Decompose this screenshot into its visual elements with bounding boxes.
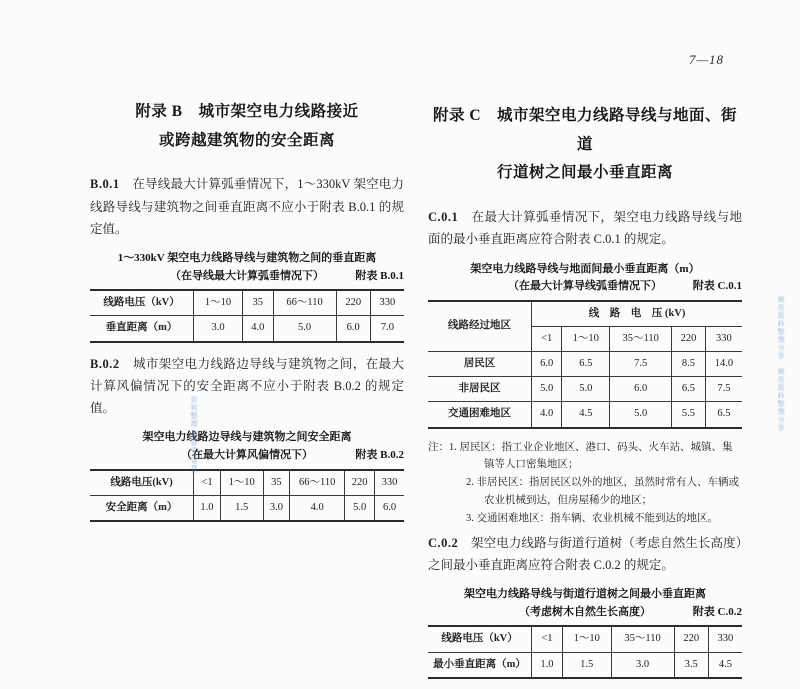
- section-b02-paragraph: [90, 353, 404, 420]
- section-c01-label: C.0.1: [428, 210, 459, 225]
- table-value-cell: 3.0: [611, 652, 674, 678]
- section-b02-text: 城市架空电力线路边导线与建筑物之间，在最大计算风偏情况下的安全距离不应小于附表 B.0.2 的规定值。: [90, 356, 404, 416]
- row-label-cell: 交通困难地区: [428, 402, 532, 428]
- row-label-cell: 最小垂直距离（m）: [428, 652, 532, 678]
- table-c01-notes: [428, 439, 742, 528]
- table-value-cell: 1.0: [532, 652, 563, 678]
- table-value-cell: 5.0: [610, 402, 672, 428]
- table-value-cell: 1.5: [562, 652, 611, 678]
- table-value-cell: 3.0: [263, 495, 290, 521]
- row-label-cell: 垂直距离（m）: [90, 316, 194, 342]
- table-value-cell: 1～10: [194, 290, 243, 316]
- table-value-cell: 7.5: [705, 377, 742, 402]
- note-item-3: 3. 交通困难地区：指车辆、农业机械不能到达的地区。: [466, 512, 718, 524]
- table-value-cell: 4.5: [562, 402, 610, 428]
- table-value-cell: 5.5: [672, 402, 706, 428]
- table-row: [428, 402, 742, 428]
- note-item-2: 2. 非居民区：指居民区以外的地区，虽然时常有人、车辆或农业机械到达，但房屋稀少的地区；: [466, 477, 739, 507]
- table-value-cell: 5.0: [532, 377, 562, 402]
- section-b02-label: B.0.2: [90, 356, 120, 371]
- table-c02-ref: 附表 C.0.2: [692, 605, 742, 618]
- row-label-cell: 非居民区: [428, 377, 532, 402]
- appendix-b-column: [90, 98, 404, 532]
- vertical-watermark-right: 规范资料整理分享 规范资料整理分享: [777, 296, 784, 432]
- table-value-cell: 4.0: [242, 316, 273, 342]
- table-c02-subtitle: [428, 604, 742, 622]
- appendix-b-title: [90, 98, 404, 155]
- table-b02: [90, 469, 404, 522]
- row-label-cell: 线路电压(kV): [90, 470, 194, 496]
- table-value-cell: 7.5: [610, 352, 672, 377]
- table-value-cell: 220: [345, 470, 375, 496]
- table-value-cell: <1: [194, 470, 221, 496]
- table-value-cell: 6.0: [375, 495, 404, 521]
- note-item-1: 注：1. 居民区：指工业企业地区、港口、码头、火车站、城镇、集镇等人口密集地区；: [428, 441, 733, 471]
- table-value-cell: 66～110: [273, 290, 336, 316]
- appendix-c-title: [428, 102, 742, 188]
- row-label-cell: 居民区: [428, 352, 532, 377]
- table-value-cell: 3.5: [674, 652, 708, 678]
- table-row: [90, 316, 404, 342]
- table-row: [90, 495, 404, 521]
- table-value-cell: 330: [708, 626, 742, 652]
- table-b02-subtitle: [90, 447, 404, 465]
- appendix-b-title-line2: 或跨越建筑物的安全距离: [158, 131, 335, 149]
- table-b01: [90, 289, 404, 342]
- row-label-cell: 安全距离（m）: [90, 495, 194, 521]
- table-row: [428, 352, 742, 377]
- section-c02-text: 架空电力线路与街道行道树（考虑自然生长高度）之间最小垂直距离应符合附表 C.0.2 的规定。: [428, 535, 742, 573]
- table-b01-condition: （在导线最大计算弧垂情况下）: [170, 269, 324, 282]
- section-b01-label: B.0.1: [90, 177, 120, 192]
- table-value-cell: 1.5: [220, 495, 263, 521]
- section-c01-paragraph: [428, 206, 742, 251]
- table-value-cell: 1～10: [220, 470, 263, 496]
- table-value-cell: 35: [263, 470, 290, 496]
- section-c01-text: 在最大计算弧垂情况下，架空电力线路导线与地面的最小垂直距离应符合附表 C.0.1 的规定。: [428, 210, 742, 247]
- table-value-cell: 4.5: [708, 652, 742, 678]
- table-value-cell: 35: [242, 290, 273, 316]
- table-c01-subtitle: [428, 278, 742, 296]
- table-value-cell: 6.0: [336, 316, 370, 342]
- table-value-cell: 5.0: [273, 316, 336, 342]
- appendix-c-title-line1: 附录 C 城市架空电力线路导线与地面、街道: [432, 107, 738, 153]
- table-c01-condition: （在最大计算导线弧垂情况下）: [508, 280, 662, 293]
- table-value-cell: 66～110: [290, 470, 345, 496]
- table-c01-corner-cell: 线路经过地区: [428, 301, 532, 352]
- section-b01-paragraph: [90, 173, 404, 240]
- table-value-cell: 3.0: [194, 316, 243, 342]
- table-b02-condition: （在最大计算风偏情况下）: [181, 448, 313, 461]
- table-c02-title: 架空电力线路导线与街道行道树之间最小垂直距离: [464, 588, 706, 601]
- table-row: [90, 470, 404, 496]
- table-b01-subtitle: [90, 268, 404, 286]
- table-b02-ref: 附表 B.0.2: [355, 448, 404, 461]
- appendix-c-column: [428, 102, 742, 689]
- table-value-cell: 7.0: [370, 316, 404, 342]
- table-value-cell: 6.0: [610, 377, 672, 402]
- section-c02-label: C.0.2: [428, 535, 459, 550]
- table-value-cell: 14.0: [705, 352, 742, 377]
- table-value-cell: 220: [674, 626, 708, 652]
- section-c02-paragraph: [428, 532, 742, 577]
- table-value-cell: 8.5: [672, 352, 706, 377]
- row-label-cell: 线路电压（kV）: [428, 626, 532, 652]
- table-row: [428, 652, 742, 678]
- table-value-cell: 6.0: [532, 352, 562, 377]
- vertical-watermark-left: 资料整理 https://bbs: [190, 396, 197, 475]
- table-b01-ref: 附表 B.0.1: [355, 269, 404, 282]
- table-c01-header-row1: [428, 301, 742, 327]
- table-value-cell: 4.0: [290, 495, 345, 521]
- appendix-b-title-line1: 附录 B 城市架空电力线路接近: [135, 103, 359, 120]
- table-row: [428, 626, 742, 652]
- voltage-header-cell: 220: [672, 326, 706, 351]
- table-value-cell: 35～110: [611, 626, 674, 652]
- voltage-header-cell: 35～110: [610, 326, 672, 351]
- table-value-cell: 1.0: [194, 495, 221, 521]
- table-c01-title: 架空电力线路导线与地面间最小垂直距离（m）: [470, 262, 700, 275]
- section-b01-text: 在导线最大计算弧垂情况下，1～330kV 架空电力线路导线与建筑物之间垂直距离不应小于附表 B.0.1 的规定值。: [90, 177, 404, 236]
- table-value-cell: 6.5: [562, 352, 610, 377]
- voltage-header-cell: 1～10: [562, 326, 610, 351]
- table-b01-title: 1～330kV 架空电力线路导线与建筑物之间的垂直距离: [117, 252, 377, 265]
- table-value-cell: 1～10: [562, 626, 611, 652]
- table-value-cell: <1: [532, 626, 563, 652]
- table-value-cell: 6.5: [705, 402, 742, 428]
- table-value-cell: 4.0: [532, 402, 562, 428]
- table-c02-condition: （考虑树木自然生长高度）: [519, 605, 651, 618]
- table-c01-ref: 附表 C.0.1: [692, 280, 742, 293]
- voltage-header-cell: <1: [532, 326, 562, 351]
- table-value-cell: 5.0: [562, 377, 610, 402]
- voltage-header-cell: 330: [705, 326, 742, 351]
- table-row: [90, 290, 404, 316]
- table-c01: [428, 300, 742, 429]
- table-b02-title: 架空电力线路边导线与建筑物之间安全距离: [142, 431, 352, 444]
- table-c01-voltage-header: 线 路 电 压 (kV): [532, 301, 742, 327]
- row-label-cell: 线路电压（kV）: [90, 290, 194, 316]
- table-value-cell: 330: [375, 470, 404, 496]
- table-c02: [428, 625, 742, 678]
- table-value-cell: 220: [336, 290, 370, 316]
- table-value-cell: 330: [370, 290, 404, 316]
- appendix-c-title-line2: 行道树之间最小垂直距离: [496, 164, 673, 182]
- table-value-cell: 6.5: [672, 377, 706, 402]
- table-value-cell: 5.0: [345, 495, 375, 521]
- table-row: [428, 377, 742, 402]
- page-number: 7—18: [688, 52, 724, 67]
